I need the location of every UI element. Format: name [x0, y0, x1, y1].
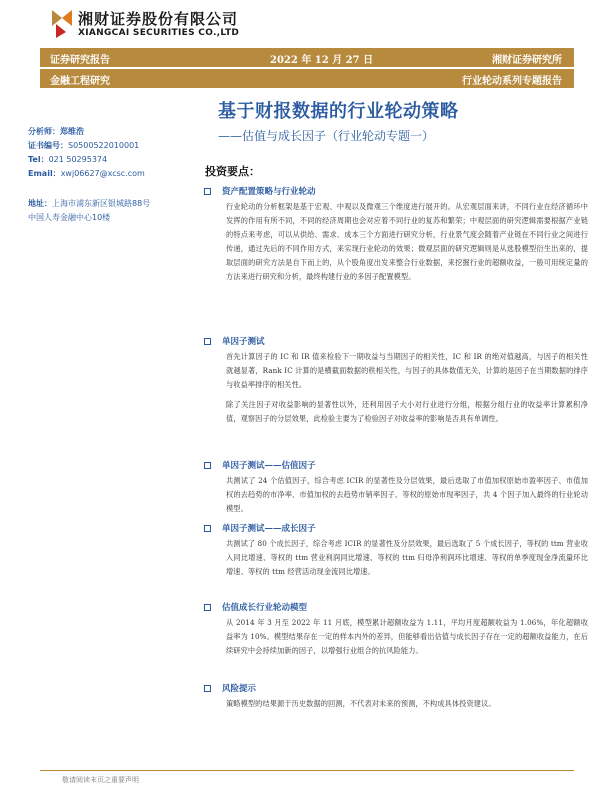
analyst-info: [28, 125, 193, 225]
report-title: 基于财报数据的行业轮动策略: [218, 101, 459, 122]
section-title: 单因子测试: [222, 337, 265, 347]
research-category: 金融工程研究: [50, 76, 110, 87]
section-paragraph: 行业轮动的分析框架是基于宏观、中观以及微观三个维度进行展开的。从宏观层面来讲，不同行业在经济循环中发挥的作用有所不同，不同的经济周期也会对应着不同行业的复苏和繁荣；中观层面的研究逻辑需要根据产业链的特点来考虑，可以从供给、需求、成本三个方面进行研究分析，行业景气度会随着产业链在不同行业之间进行传递，通过先后的不同作用方式，来实现行业轮动的效果；微观层面的研究逻辑则是从选股模型衍生出来的，提取层面的研究方法是自下而上的，从个股角度出发来整合行业数据，来挖掘行业的超额收益，一般可用统定量的方法来进行研究和分析，最终构建行业的多因子配置模型。: [226, 202, 588, 282]
section-rotation-model: [204, 600, 588, 658]
section-paragraph: 策略模型的结果源于历史数据的回测，不代表对未来的预测，不构成具体投资建议。: [226, 699, 496, 708]
section-asset-allocation: [204, 184, 588, 285]
report-category-band: [40, 69, 574, 88]
section-title: 风险提示: [222, 684, 257, 694]
section-bullet-icon: [204, 604, 211, 611]
section-bullet-icon: [204, 462, 211, 469]
section-bullet-icon: [204, 188, 211, 195]
footer-divider: [40, 770, 574, 771]
section-paragraph: 除了关注因子对收益影响的显著性以外，还利用因子大小对行业进行分组，根据分组行业的收益率计算累积净值，观察因子的分层效果，此检验主要为了检验因子对收益率的影响是否具有单调性。: [226, 400, 588, 424]
report-subtitle: ——估值与成长因子（行业轮动专题一）: [218, 129, 435, 143]
section-paragraph: 共测试了 24 个估值因子，综合考虑 ICIR 的显著性及分层效果，最后选取了市值加权原始市盈率因子、市值加权的去趋势的市净率、市值加权的去趋势市销率因子、等权的原始市现率因子，共 4 个因子加入最终的行业轮动模型。: [226, 476, 588, 514]
cert-number: S0500522010001: [68, 141, 140, 150]
company-name-en: XIANGCAI SECURITIES CO.,LTD: [78, 28, 240, 38]
address-line-1: 上海市浦东新区银城路88号: [52, 199, 151, 208]
tel-number: 021 50295374: [48, 155, 108, 164]
company-name-cn: 湘财证券股份有限公司: [78, 10, 239, 28]
section-valuation-factor: [204, 458, 588, 516]
section-single-factor-test: [204, 334, 588, 426]
section-growth-factor: [204, 521, 588, 579]
section-title: 单因子测试——估值因子: [222, 461, 316, 471]
report-type-label: 证券研究报告: [50, 55, 110, 66]
analyst-label: 分析师：: [28, 127, 60, 136]
address-line-2: 中国人寿金融中心10楼: [28, 213, 111, 222]
section-paragraph: 从 2014 年 3 月至 2022 年 11 月底，模型累计超额收益为 1.11，平均月度超额收益为 1.06%，年化超额收益率为 10%。模型结果存在一定的样本内外的差异，但能够看出估值与成长因子存在一定的超额收益能力，在后续研究中会持续加新的因子，以增强行业组合的抗风险能力。: [226, 618, 588, 656]
section-risk-warning: [204, 681, 588, 711]
section-title: 单因子测试——成长因子: [222, 524, 316, 534]
xiangcai-logo-icon: [50, 8, 74, 38]
email-address[interactable]: xwj06627@xcsc.com: [60, 169, 145, 178]
cert-label: 证书编号：: [28, 141, 68, 150]
report-series: 行业轮动系列专题报告: [462, 76, 562, 87]
institute-name: 湘财证券研究所: [492, 55, 562, 66]
section-bullet-icon: [204, 525, 211, 532]
address-label: 地址：: [28, 199, 52, 208]
report-date: 2022 年 12 月 27 日: [270, 55, 374, 66]
report-type-band: [40, 48, 574, 67]
section-title: 估值成长行业轮动模型: [222, 603, 308, 613]
investment-highlights-heading: 投资要点：: [205, 165, 260, 178]
section-bullet-icon: [204, 685, 211, 692]
footer-disclaimer: 敬请阅读末页之重要声明: [62, 776, 139, 784]
section-bullet-icon: [204, 338, 211, 345]
section-paragraph: 首先计算因子的 IC 和 IR 值来检验下一期收益与当期因子的相关性，IC 和 IR 的绝对值越高，与因子的相关性就越显著，Rank IC 计算的是横截面数据的秩相关性，与因子的具体数值无关，计算的是因子在当期数据的排序与收益率排序的相关性。: [226, 352, 588, 390]
analyst-name: 郑维浩: [60, 127, 84, 136]
section-paragraph: 共测试了 80 个成长因子，综合考虑 ICIR 的显著性及分层效果，最后选取了 5 个成长因子，等权的 ttm 营业收入同比增速、等权的 ttm 营业利润同比增速、等权的 ttm 归母净利润环比增速、等权的单季度现金净流量环比增速、等权的 ttm 经营活动现金流同比增速。: [226, 539, 588, 577]
section-title: 资产配置策略与行业轮动: [222, 187, 316, 197]
email-label: Email：: [28, 169, 61, 178]
tel-label: Tel：: [28, 155, 49, 164]
